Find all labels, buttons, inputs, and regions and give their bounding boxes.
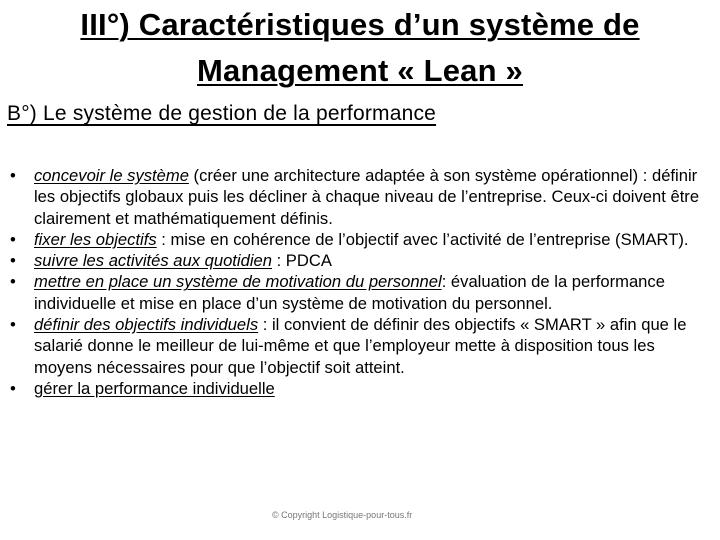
bullet-point-icon: • [10, 378, 16, 398]
bullet-text: (créer une architecture adaptée à son système opérationnel) : définir les objectifs globaux puis les décliner à chaque niveau de l’entreprise. Ceux-ci doivent être clairement et mathématiquement définis. [34, 166, 700, 228]
slide-title-line-1: III°) Caractéristiques d’un système de [80, 7, 640, 42]
bullet-item [10, 229, 710, 250]
bullet-item [10, 250, 710, 271]
bullet-text: : mise en cohérence de l’objectif avec l’activité de l’entreprise (SMART). [156, 229, 689, 249]
section-subtitle [7, 99, 436, 129]
bullet-text: : PDCA [271, 251, 332, 271]
bullet-text: gérer la performance individuelle [34, 378, 275, 398]
slide-title [0, 2, 720, 94]
bullet-point-icon: • [10, 315, 16, 335]
bullet-term: définir des objectifs individuels [34, 315, 259, 335]
bullet-list [10, 165, 710, 399]
bullet-term: mettre en place un système de motivation du personnel [34, 272, 442, 292]
copyright-footer: © Copyright Logistique-pour-tous.fr [272, 510, 413, 520]
bullet-point-icon: • [10, 272, 16, 292]
bullet-term: concevoir le système [34, 166, 189, 185]
bullet-item [10, 271, 710, 314]
bullet-term: fixer les objectifs [34, 229, 157, 249]
bullet-point-icon: • [10, 229, 16, 249]
bullet-point-icon: • [10, 251, 16, 271]
bullet-term: suivre les activités aux quotidien [34, 251, 272, 271]
bullet-text: : évaluation de la performance individuelle et mise en place d’un système de motivation du personnel. [34, 272, 665, 313]
section-subtitle-text: B°) Le système de gestion de la performance [7, 102, 437, 125]
bullet-item [10, 314, 710, 378]
slide-title-line-2: Management « Lean » [197, 53, 523, 88]
bullet-item [10, 378, 710, 399]
bullet-item [10, 165, 710, 229]
bullet-text: : il convient de définir des objectifs « SMART » afin que le salarié donne le meilleur de lui-même et que l’employeur mette à disposition tous les moyens nécessaires pour que l’objectif soit atteint. [34, 315, 687, 377]
bullet-point-icon: • [10, 166, 16, 185]
